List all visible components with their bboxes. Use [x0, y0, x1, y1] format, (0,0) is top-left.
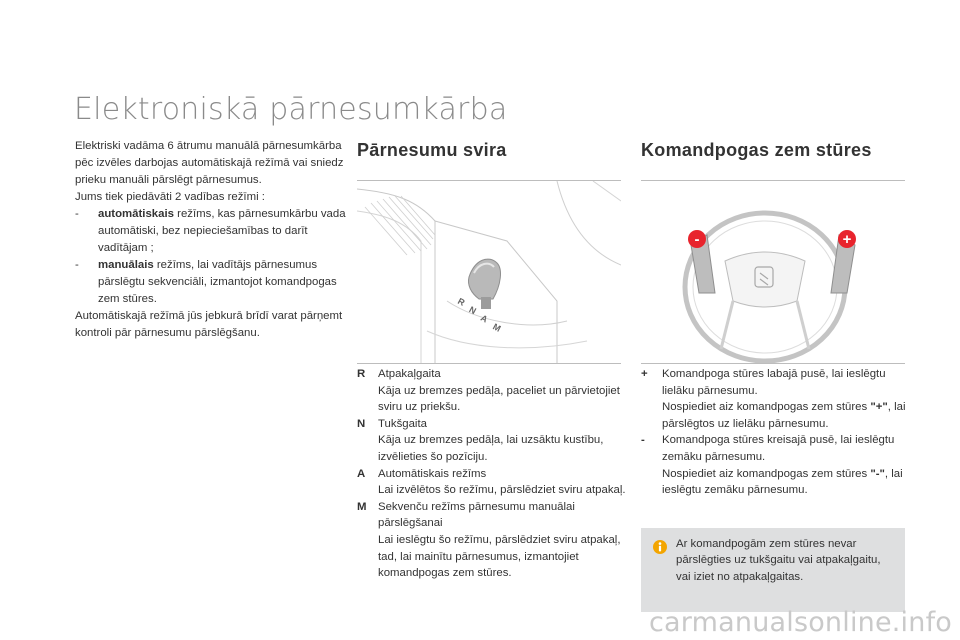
paddles-legend-list	[641, 366, 913, 499]
mode-name: automātiskais	[98, 208, 174, 220]
gate-label-n: N	[467, 304, 478, 317]
mode-name: manuālais	[98, 259, 154, 271]
arrow-icon	[357, 383, 378, 416]
legend-row-r	[357, 366, 629, 383]
gate-label-a: A	[478, 312, 490, 325]
gear-lever-illustration	[357, 180, 621, 364]
legend-text: Kāja uz bremzes pedāļa, lai uzsāktu kustību, izvēlieties šo pozīciju.	[378, 434, 604, 463]
intro-column	[75, 138, 347, 342]
arrow-icon	[641, 466, 662, 499]
section-heading-lever: Pārnesumu svira	[357, 140, 507, 160]
info-icon	[653, 540, 667, 554]
dash-marker: -	[75, 259, 79, 271]
legend-row-step	[357, 482, 629, 499]
legend-row-step	[641, 399, 913, 432]
section-heading-paddles: Komandpogas zem stūres	[641, 140, 872, 160]
legend-row-step	[357, 383, 629, 416]
dash-marker: -	[75, 208, 79, 220]
arrow-icon	[641, 399, 662, 432]
legend-symbol: "+"	[870, 401, 888, 414]
legend-text: , lai pārslēgtos uz lielāku pārnesumu.	[662, 401, 906, 430]
steering-wheel-drawing	[641, 181, 905, 363]
mode-item-automatic	[75, 206, 347, 257]
legend-key: -	[641, 434, 645, 447]
page-title: Elektroniskā pārnesumkārba	[74, 92, 508, 127]
legend-key: A	[357, 467, 366, 480]
intro-modes-line: Jums tiek piedāvāti 2 vadības režīmi :	[75, 191, 265, 203]
gate-label-m: M	[491, 321, 503, 334]
gear-lever-drawing	[357, 181, 621, 363]
legend-text: Atpakaļgaita	[378, 368, 441, 380]
legend-row-n	[357, 416, 629, 433]
lever-legend-list	[357, 366, 629, 582]
legend-row-step	[357, 532, 629, 582]
legend-text: Nospiediet aiz komandpogas zem stūres	[662, 467, 871, 480]
legend-key: M	[357, 500, 367, 513]
intro-closing-paragraph: Automātiskajā režīmā jūs jebkurā brīdī varat pārņemt kontroli pār pārnesumu pārslēgšanu.	[75, 310, 343, 339]
legend-text: Komandpoga stūres kreisajā pusē, lai ieslēgtu zemāku pārnesumu.	[662, 434, 895, 463]
legend-row-m	[357, 499, 629, 532]
gate-label-r: R	[456, 295, 467, 308]
legend-key: N	[357, 417, 366, 430]
minus-paddle-label: -	[694, 231, 700, 248]
legend-key: +	[641, 368, 648, 380]
legend-row-step	[641, 466, 913, 499]
legend-row-plus	[641, 366, 913, 399]
legend-text: Lai izvēlētos šo režīmu, pārslēdziet sviru atpakaļ.	[378, 484, 626, 497]
legend-row-a	[357, 466, 629, 483]
intro-paragraph: Elektriski vadāma 6 ātrumu manuālā pārnesumkārba pēc izvēles darbojas automātiskajā režīmā vai sniedz prieku manuāli pārslēgt pārnesumus.	[75, 140, 344, 186]
legend-row-step	[357, 432, 629, 465]
arrow-icon	[357, 532, 378, 582]
legend-text: Lai ieslēgtu šo režīmu, pārslēdziet sviru atpakaļ, tad, lai mainītu pārnesumus, izmantojiet komandpogas zem stūres.	[378, 533, 621, 580]
arrow-icon	[357, 482, 378, 499]
plus-paddle-label: +	[842, 231, 852, 248]
info-note-text: Ar komandpogām zem stūres nevar pārslēgties uz tukšgaitu vai atpakaļgaitu, vai iziet no atpakaļgaitas.	[676, 538, 881, 583]
mode-description: režīms, lai vadītājs pārnesumus pārslēgtu sekvenciāli, izmantojot komandpogas zem stūres.	[98, 259, 337, 305]
mode-description: režīms, kas pārnesumkārbu vada automātiski, bez nepieciešamības to darīt vadītājam ;	[98, 208, 346, 254]
legend-text: Nospiediet aiz komandpogas zem stūres	[662, 401, 871, 414]
legend-text: Sekvenču režīms pārnesumu manuālai pārslēgšanai	[378, 500, 575, 530]
legend-text: , lai ieslēgtu zemāku pārnesumu.	[662, 467, 903, 497]
steering-wheel-illustration	[641, 180, 905, 364]
legend-text: Tukšgaita	[378, 417, 427, 430]
info-note-box	[641, 528, 905, 612]
legend-text: Komandpoga stūres labajā pusē, lai ieslēgtu lielāku pārnesumu.	[662, 368, 886, 397]
legend-key: R	[357, 368, 366, 380]
legend-row-minus	[641, 432, 913, 465]
legend-symbol: "-"	[870, 467, 885, 480]
legend-text: Kāja uz bremzes pedāļa, paceliet un pārvietojiet sviru uz priekšu.	[378, 384, 620, 414]
mode-item-manual	[75, 257, 347, 308]
legend-text: Automātiskais režīms	[378, 467, 487, 480]
watermark: carmanualsonline.info	[649, 607, 952, 638]
arrow-icon	[357, 432, 378, 465]
